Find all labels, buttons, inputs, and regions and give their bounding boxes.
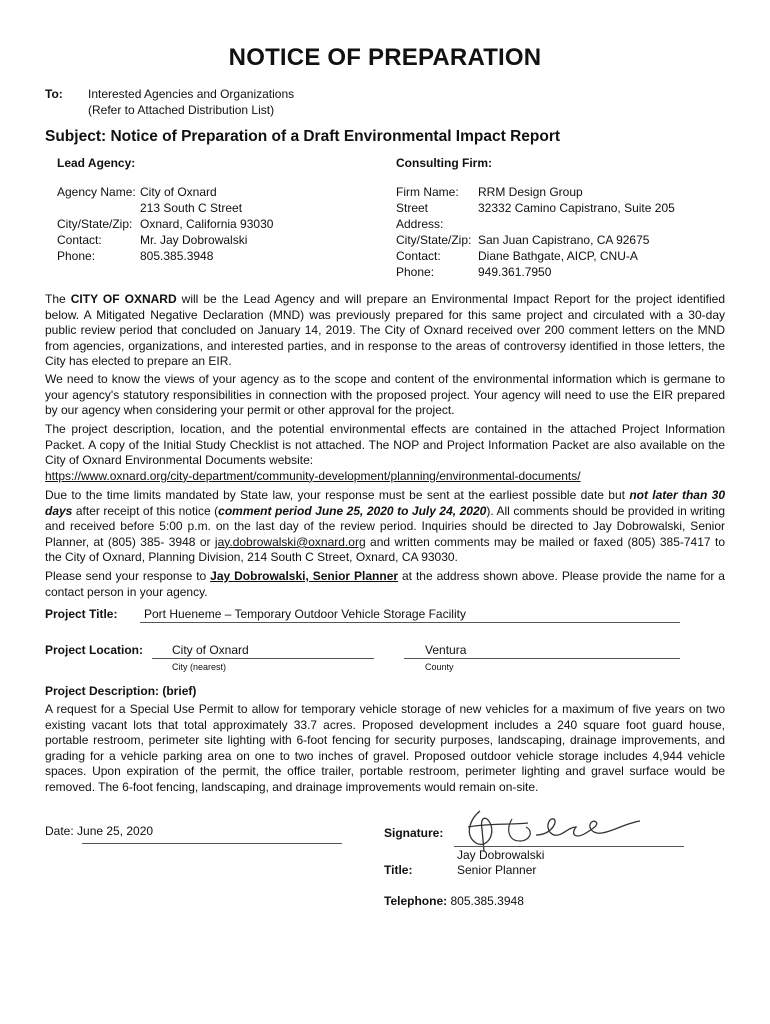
county-underline [404,658,680,659]
consulting-firm-row [396,248,675,264]
subject-heading: Subject: Notice of Preparation of a Draft Environmental Impact Report [45,128,561,145]
paragraph-lead-agency: The CITY OF OXNARD will be the Lead Agency and will prepare an Environmental Impact Report for the project identified below. A Mitigated Negative Declaration (MND) was previously prepared for this same project and circulated with a 30-day public review period that concluded on January 14, 2019. The City of Oxnard received over 200 comment letters on the MND from agencies, organizations, and interested parties, and in response to the areas of controversy identified in those letters, the City has elected to prepare an EIR. [45,292,726,369]
telephone-label: Telephone: [384,894,448,908]
lead-agency-row [57,248,273,264]
paragraph-send-response: Please send your response to Jay Dobrowalski, Senior Planner at the address shown above. Please provide the name for a contact person in your agency. [45,569,725,599]
project-description-text: A request for a Special Use Permit to allow for temporary vehicle storage of new vehicles for a maximum of five years on two existing vacant lots that total approximately 33.7 acres. Proposed development includes a 240 square foot guard house, portable restroom, perimeter site lighting with 6-foot fencing for security purposes, landscaping, drainage improvements, and grading for a vehicle parking area on one to two inches of gravel. Proposed outdoor vehicle storage includes 4,944 vehicle spaces. Upon expiration of the permit, the office trailer, portable restroom, perimeter lighting and gravel surface would be removed. The 6-foot fencing, landscaping, and drainage improvements would remain on-site. [45,702,725,794]
lead-agency-value: 805.385.3948 [140,249,214,263]
city-caption: City (nearest) [172,662,227,672]
consulting-firm-value: RRM Design Group [478,185,583,199]
comment-period-emphasis: comment period June 25, 2020 to July 24, 2020 [218,503,487,518]
telephone-field [384,893,524,909]
project-location-label: Project Location: [45,643,144,657]
lead-agency-heading: Lead Agency: [57,156,136,170]
lead-agency-value: 213 South C Street [140,201,243,215]
consulting-firm-row [396,264,675,280]
paragraph-project-packet: The project description, location, and the potential environmental effects are contained in the attached Project Information Packet. A copy of the Initial Study Checklist is not attached. The NOP and Project Information Packet are also available on the City of Oxnard Environmental Documents website: https://www.oxnard.org/city-department/community-development/planning/environmental-documents/ [45,422,725,483]
consulting-firm-value: San Juan Capistrano, CA 92675 [478,233,650,247]
lead-agency-value: City of Oxnard [140,185,217,199]
deadline-emphasis: not later than 30 days [45,488,725,518]
date-underline [82,843,342,844]
lead-agency-value: Mr. Jay Dobrowalski [140,233,248,247]
date-field: Date: June 25, 2020 [45,824,154,838]
consulting-firm-label: Firm Name: [396,185,459,199]
telephone-value: 805.385.3948 [450,894,524,908]
consulting-firm-value: 32332 Camino Capistrano, Suite 205 [478,201,675,215]
consulting-firm-label: Contact: [396,249,441,263]
signature-label: Signature: [384,826,444,840]
consulting-firm-row [396,184,675,200]
consulting-firm-label: Street Address: [396,201,444,231]
lead-agency-label: Agency Name: [57,185,136,199]
lead-agency-row [57,216,273,232]
consulting-firm-label: City/State/Zip: [396,233,472,247]
to-line-2: (Refer to Attached Distribution List) [88,103,275,117]
consulting-firm-heading: Consulting Firm: [396,156,492,170]
contact-email-link[interactable]: jay.dobrowalski@oxnard.org [214,534,366,549]
county-caption: County [425,662,454,672]
document-title: NOTICE OF PREPARATION [228,44,542,71]
consulting-firm-label: Phone: [396,265,435,279]
project-title-value: Port Hueneme – Temporary Outdoor Vehicle Storage Facility [144,607,466,621]
signature-name: Jay Dobrowalski [457,848,545,862]
lead-agency-label: Phone: [57,249,96,263]
consulting-firm-row [396,232,675,248]
consulting-firm-block [396,184,675,280]
paragraph-agency-views: We need to know the views of your agency as to the scope and content of the environmental information which is germane to your agency's statutory responsibilities in connection with the proposed project. Your agency will need to use the EIR prepared by our agency when considering your permit or other approval for the project. [45,372,725,418]
project-location-city: City of Oxnard [172,643,249,657]
consulting-firm-row [396,200,675,232]
paragraph-comment-period: Due to the time limits mandated by State law, your response must be sent at the earliest possible date but not later than 30 days after receipt of this notice (comment period June 25, 2020 to July 24, 2020). All comments should be provided in writing and received before 5:00 p.m. on the last day of the review period. Inquiries should be directed to Jay Dobrowalski, Senior Planner, at (805) 385- 3948 or jay.dobrowalski@oxnard.org and written comments may be mailed or faxed (805) 385-7417 to the City of Oxnard, Planning Division, 214 South C Street, Oxnard, CA 93030. [45,488,725,565]
lead-agency-row [57,184,273,200]
environmental-documents-link[interactable]: https://www.oxnard.org/city-department/community-development/planning/environmental-documents/ [45,468,581,483]
to-recipients [88,86,294,118]
to-label: To: [45,87,63,101]
project-description-label: Project Description: (brief) [45,684,197,698]
title-value: Senior Planner [457,863,537,877]
title-label: Title: [384,863,413,877]
lead-agency-value: Oxnard, California 93030 [140,217,274,231]
lead-agency-label [57,200,140,216]
lead-agency-block [57,184,273,264]
consulting-firm-value: Diane Bathgate, AICP, CNU-A [478,249,638,263]
lead-agency-row [57,232,273,248]
contact-name: Jay Dobrowalski, Senior Planner [210,569,399,583]
project-title-underline [140,622,680,623]
lead-agency-label: Contact: [57,233,102,247]
city-underline [152,658,374,659]
project-location-county: Ventura [425,643,467,657]
lead-agency-label: City/State/Zip: [57,217,133,231]
consulting-firm-value: 949.361.7950 [478,265,552,279]
city-name: CITY OF OXNARD [70,292,177,306]
project-title-label: Project Title: [45,607,118,621]
to-line-1: Interested Agencies and Organizations [88,87,295,101]
lead-agency-row [57,200,273,216]
